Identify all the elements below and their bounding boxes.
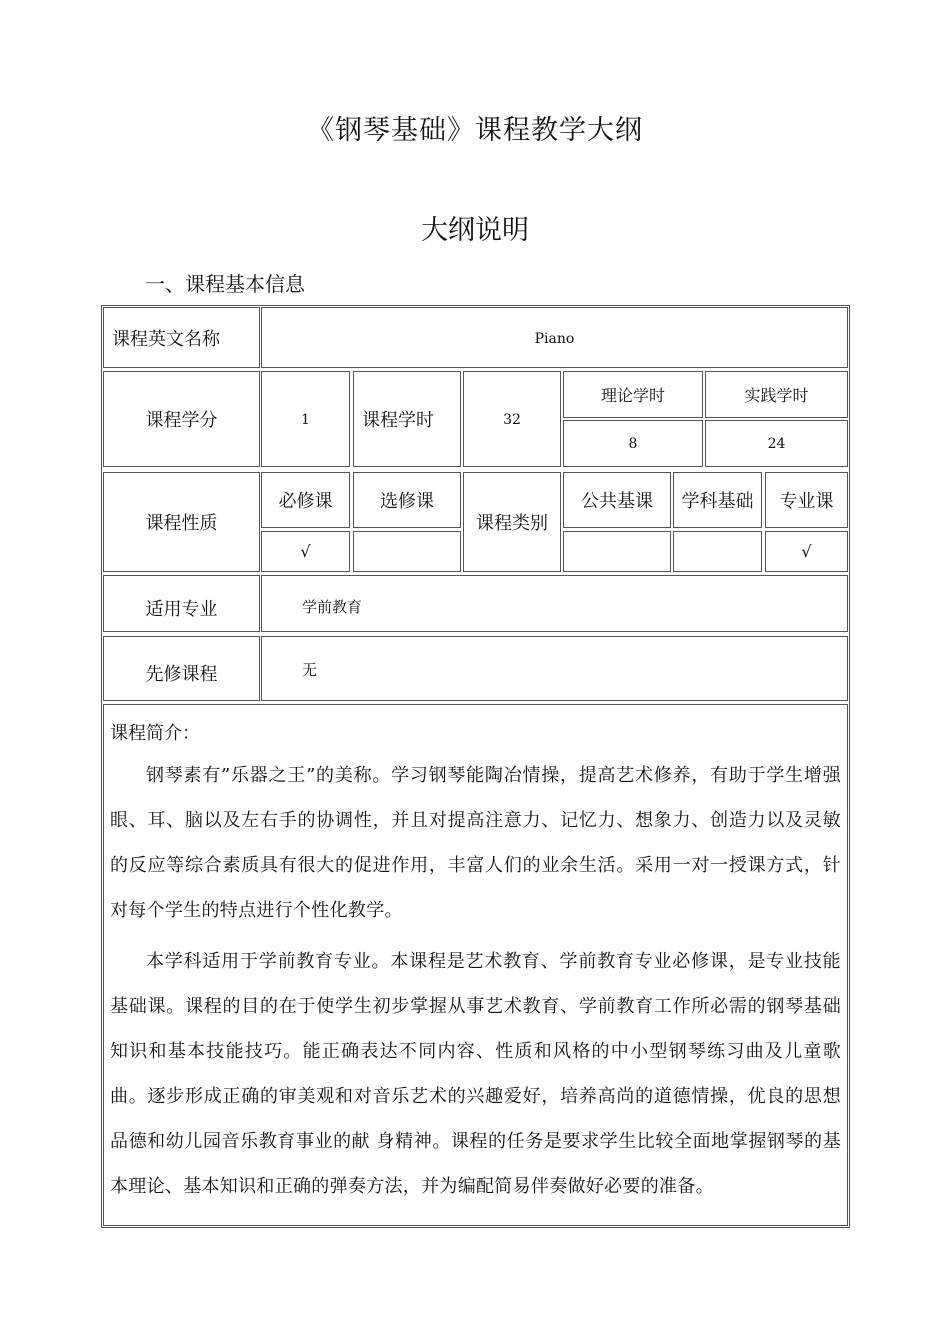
document-subtitle: 大纲说明 <box>421 215 529 246</box>
section-heading: 一、课程基本信息 <box>145 272 305 296</box>
credit-label: 课程学分 <box>103 371 260 467</box>
public-basic-label: 公共基课 <box>563 472 671 528</box>
theory-hours-value: 8 <box>563 420 703 467</box>
credit-value: 1 <box>261 371 350 467</box>
category-label: 课程类别 <box>463 472 561 572</box>
nature-label: 课程性质 <box>103 472 260 572</box>
theory-hours-label: 理论学时 <box>563 371 703 418</box>
intro-paragraph-2: 本学科适用于学前教育专业。本课程是艺术教育、学前教育专业必修课，是专业技能基础课。课程的目的在于使学生初步掌握从事艺术教育、学前教育工作所必需的钢琴基础知识和基本技能技巧。能正确表达不同内容、性质和风格的中小型钢琴练习曲及儿童歌曲。逐步形成正确的审美观和对音乐艺术的兴趣爱好，培养高尚的道德情操，优良的思想品德和幼儿园音乐教育事业的献 身精神。课程的任务是要求学生比较全面地掌握钢琴的基本理论、基本知识和正确的弹奏方法，并为编配简易伴奏做好必要的准备。 <box>110 951 841 1197</box>
major-value: 学前教育 <box>261 575 848 632</box>
english-name-value: Piano <box>261 307 848 368</box>
prereq-value: 无 <box>261 636 848 701</box>
professional-check: √ <box>765 531 848 572</box>
practice-hours-value: 24 <box>705 420 848 467</box>
elective-check <box>353 531 461 572</box>
english-name-label: 课程英文名称 <box>103 307 260 368</box>
elective-label: 选修课 <box>353 472 461 528</box>
subject-basic-label: 学科基础 <box>673 472 762 528</box>
hours-value: 32 <box>463 371 561 467</box>
required-check: √ <box>261 531 350 572</box>
subject-basic-check <box>673 531 762 572</box>
prereq-label: 先修课程 <box>103 636 260 701</box>
public-basic-check <box>563 531 671 572</box>
practice-hours-label: 实践学时 <box>705 371 848 418</box>
intro-paragraph-1: 钢琴素有”乐器之王”的美称。学习钢琴能陶冶情操，提高艺术修养，有助于学生增强眼、耳、脑以及左右手的协调性，并且对提高注意力、记忆力、想象力、创造力以及灵敏的反应等综合素质具有很大的促进作用，丰富人们的业余生活。采用一对一授课方式，针对每个学生的特点进行个性化教学。 <box>110 765 841 921</box>
required-label: 必修课 <box>261 472 350 528</box>
document-title: 《钢琴基础》课程教学大纲 <box>307 115 643 146</box>
professional-label: 专业课 <box>765 472 848 528</box>
intro-heading: 课程简介： <box>110 723 200 744</box>
course-intro <box>103 704 848 1226</box>
major-label: 适用专业 <box>103 575 260 632</box>
hours-label: 课程学时 <box>353 371 461 467</box>
